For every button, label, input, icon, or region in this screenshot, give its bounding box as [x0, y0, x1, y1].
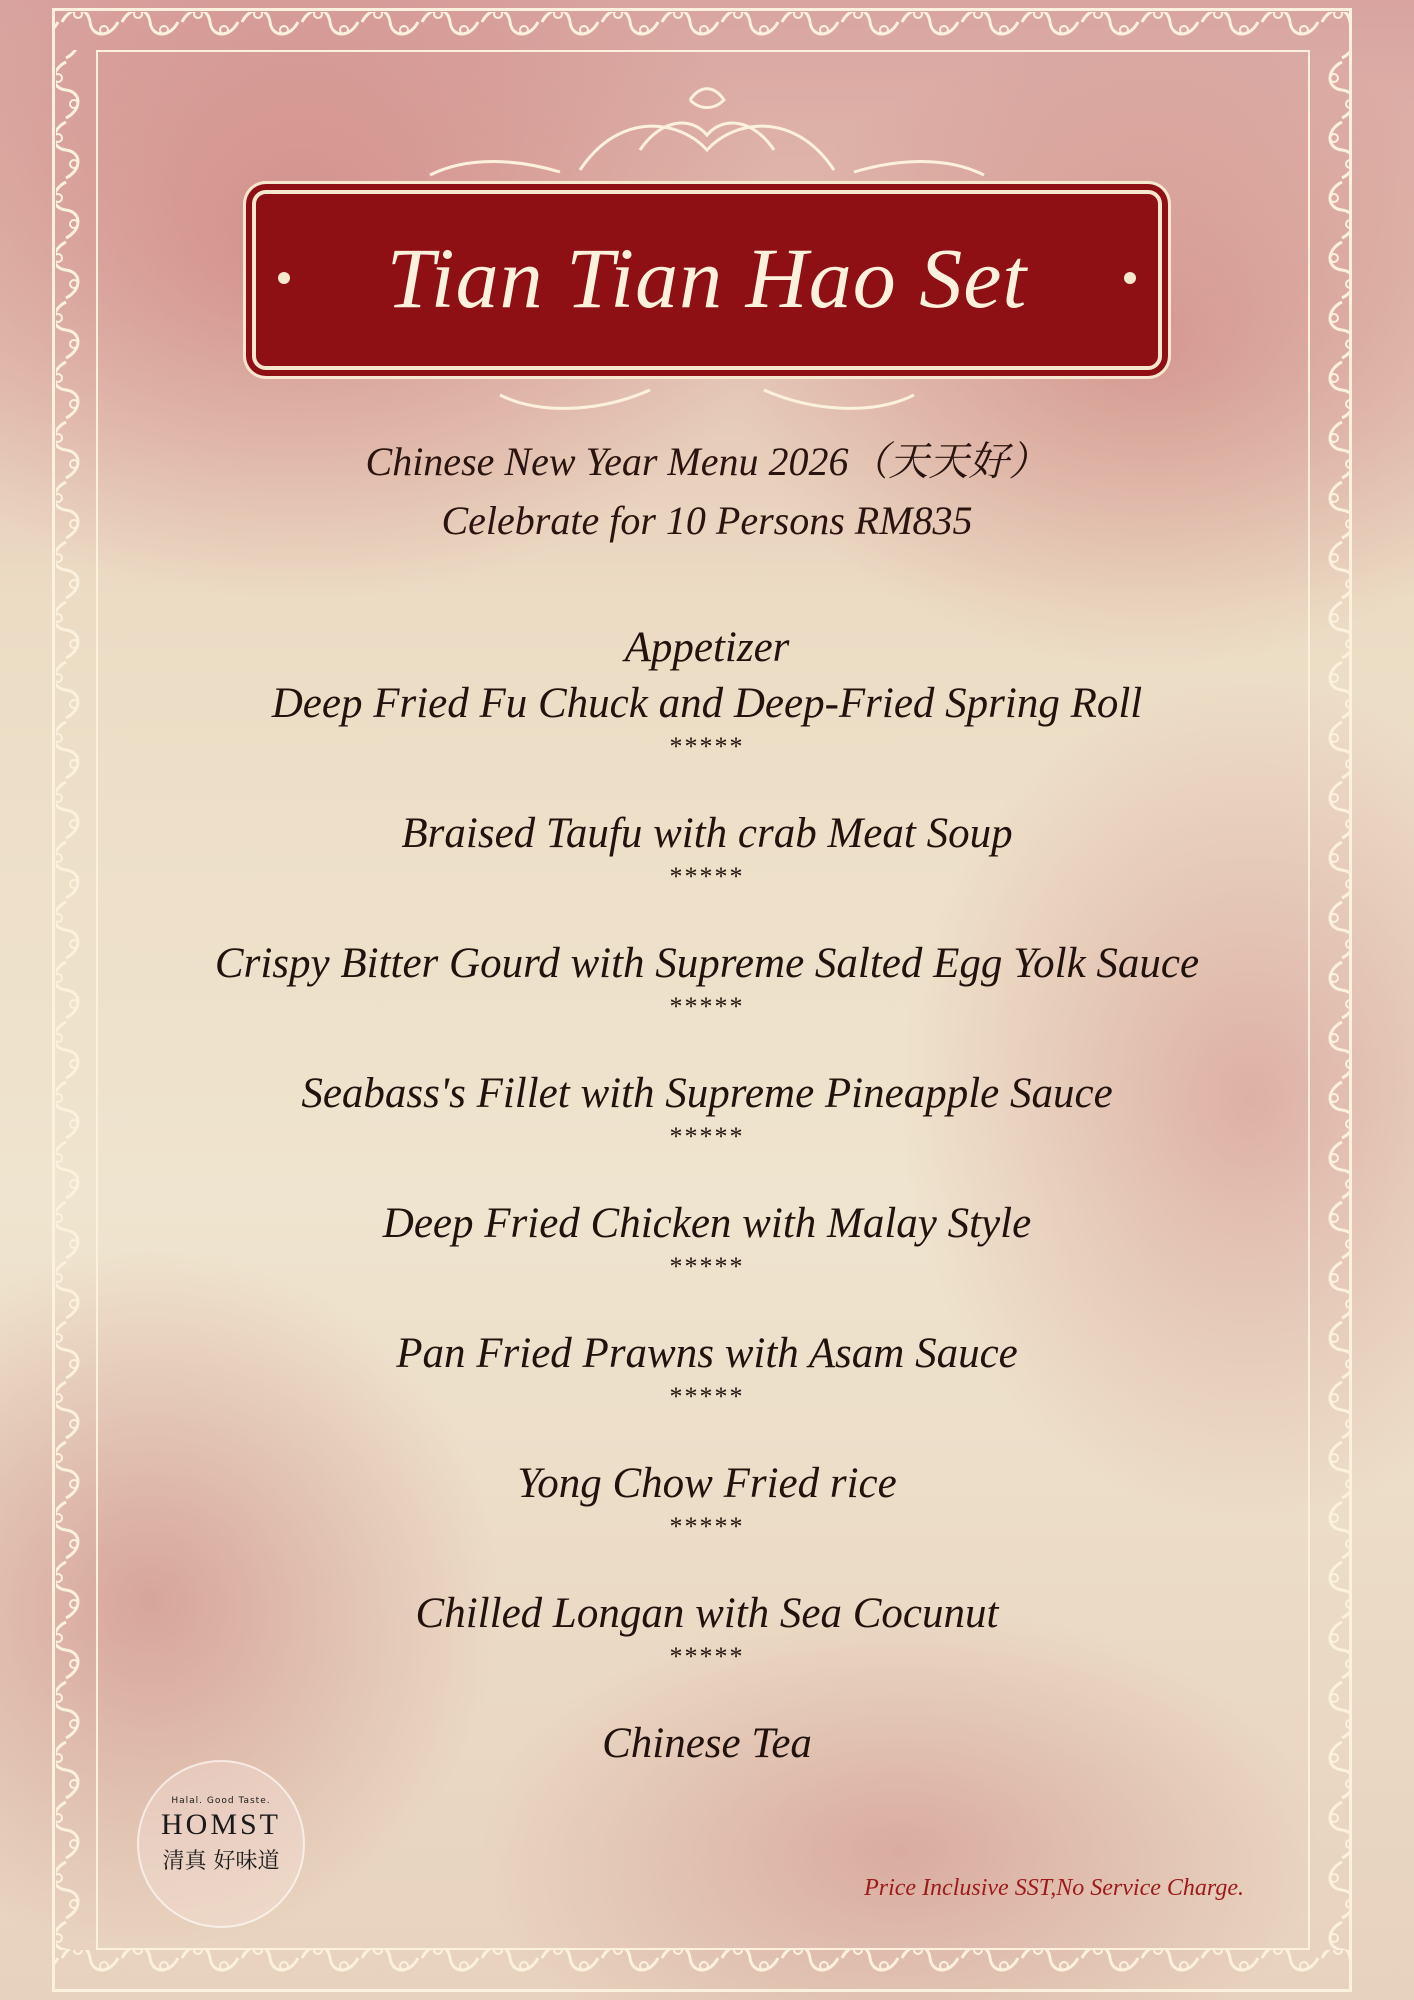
menu-title: Tian Tian Hao Set	[386, 230, 1028, 326]
separator: *****	[669, 1252, 745, 1281]
logo-brand: HOMST	[160, 1808, 281, 1841]
menu-item: Braised Taufu with crab Meat Soup	[401, 810, 1013, 857]
menu-item: Pan Fried Prawns with Asam Sauce	[396, 1330, 1018, 1377]
menu-price-line: Celebrate for 10 Persons RM835	[441, 498, 973, 543]
homst-logo	[137, 1760, 305, 1928]
menu-item: Chinese Tea	[602, 1720, 812, 1767]
menu-subtitle: Chinese New Year Menu 2026（天天好）	[365, 439, 1049, 484]
title-banner	[252, 190, 1162, 370]
menu-item: Deep Fried Chicken with Malay Style	[382, 1200, 1032, 1247]
menu-item: Deep Fried Fu Chuck and Deep-Fried Spring Roll	[271, 680, 1143, 727]
separator: *****	[669, 1382, 745, 1411]
separator: *****	[669, 992, 745, 1021]
separator: *****	[669, 1122, 745, 1151]
price-note: Price Inclusive SST,No Service Charge.	[864, 1875, 1244, 1901]
menu-list	[0, 620, 1414, 1772]
logo-tagline: Halal. Good Taste.	[171, 1796, 271, 1806]
menu-item: Chilled Longan with Sea Cocunut	[415, 1590, 999, 1637]
course-heading: Appetizer	[624, 624, 790, 671]
menu-item: Crispy Bitter Gourd with Supreme Salted Egg Yolk Sauce	[214, 940, 1200, 987]
separator: *****	[669, 732, 745, 761]
menu-item: Yong Chow Fried rice	[517, 1460, 897, 1507]
separator: *****	[669, 1642, 745, 1671]
separator: *****	[669, 862, 745, 891]
logo-chinese: 清真 好味道	[162, 1849, 280, 1874]
separator: *****	[669, 1512, 745, 1541]
menu-item: Seabass's Fillet with Supreme Pineapple Sauce	[301, 1070, 1113, 1117]
